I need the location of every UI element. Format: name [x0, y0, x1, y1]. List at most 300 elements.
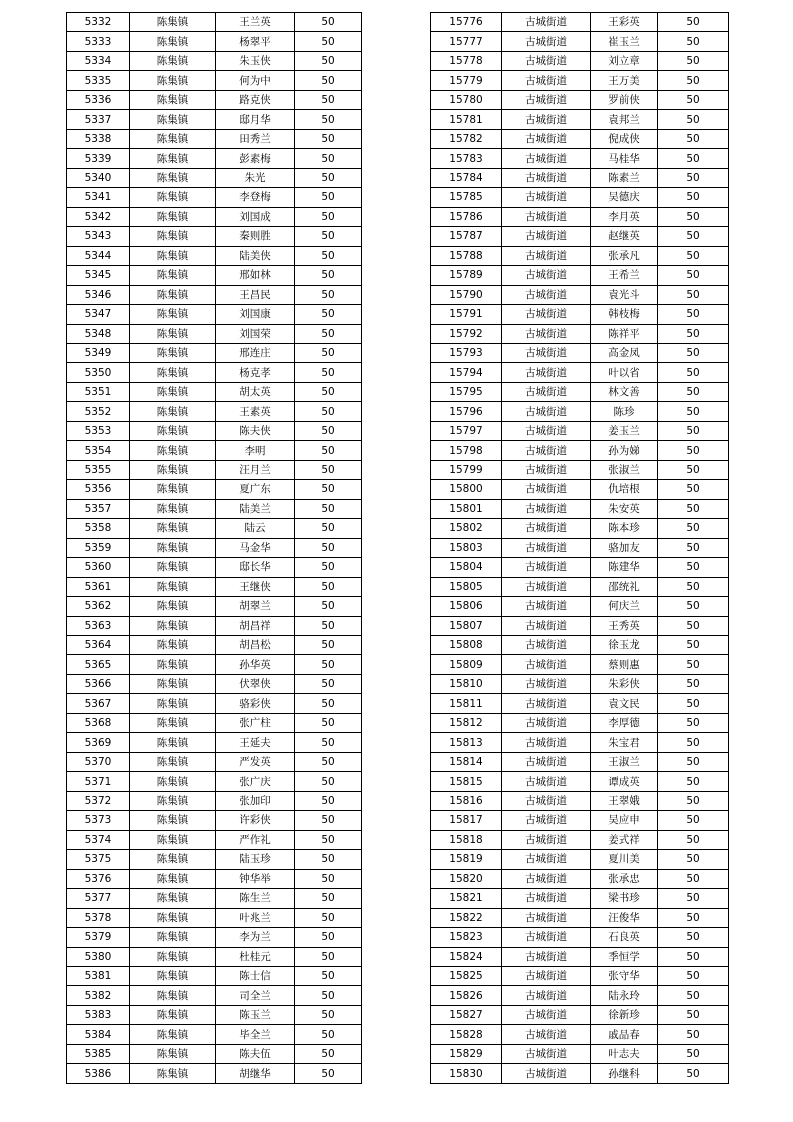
location-cell: 古城街道	[502, 343, 591, 362]
location-cell: 陈集镇	[130, 71, 216, 90]
amount-cell: 50	[658, 674, 729, 693]
amount-cell: 50	[658, 733, 729, 752]
location-cell: 古城街道	[502, 90, 591, 109]
location-cell: 陈集镇	[130, 110, 216, 129]
table-row	[431, 811, 729, 830]
name-cell: 严作礼	[216, 830, 295, 849]
location-cell: 古城街道	[502, 149, 591, 168]
name-cell: 李明	[216, 441, 295, 460]
amount-cell: 50	[658, 188, 729, 207]
amount-cell: 50	[658, 460, 729, 479]
row-number-cell: 5368	[67, 713, 130, 732]
location-cell: 古城街道	[502, 752, 591, 771]
location-cell: 古城街道	[502, 966, 591, 985]
amount-cell: 50	[658, 110, 729, 129]
row-number-cell: 5354	[67, 441, 130, 460]
name-cell: 张加印	[216, 791, 295, 810]
amount-cell: 50	[658, 129, 729, 148]
row-number-cell: 15830	[431, 1064, 502, 1083]
row-number-cell: 5338	[67, 129, 130, 148]
table-row	[67, 363, 362, 382]
row-number-cell: 5365	[67, 655, 130, 674]
table-row	[431, 246, 729, 265]
amount-cell: 50	[295, 499, 362, 518]
name-cell: 李登梅	[216, 188, 295, 207]
table-row	[431, 305, 729, 324]
amount-cell: 50	[295, 227, 362, 246]
row-number-cell: 15792	[431, 324, 502, 343]
table-row	[67, 168, 362, 187]
row-number-cell: 5383	[67, 1005, 130, 1024]
name-cell: 袁光斗	[591, 285, 658, 304]
amount-cell: 50	[295, 188, 362, 207]
row-number-cell: 5362	[67, 597, 130, 616]
table-row	[431, 324, 729, 343]
location-cell: 古城街道	[502, 811, 591, 830]
amount-cell: 50	[658, 363, 729, 382]
table-row	[67, 32, 362, 51]
amount-cell: 50	[295, 713, 362, 732]
amount-cell: 50	[658, 421, 729, 440]
name-cell: 陆玉珍	[216, 850, 295, 869]
location-cell: 陈集镇	[130, 928, 216, 947]
name-cell: 陈夫侠	[216, 421, 295, 440]
name-cell: 王秀英	[591, 616, 658, 635]
location-cell: 古城街道	[502, 499, 591, 518]
location-cell: 古城街道	[502, 460, 591, 479]
location-cell: 陈集镇	[130, 266, 216, 285]
row-number-cell: 15820	[431, 869, 502, 888]
table-row	[431, 597, 729, 616]
table-row	[431, 947, 729, 966]
amount-cell: 50	[295, 928, 362, 947]
table-row	[431, 928, 729, 947]
row-number-cell: 15788	[431, 246, 502, 265]
table-row	[67, 90, 362, 109]
row-number-cell: 15804	[431, 558, 502, 577]
amount-cell: 50	[295, 324, 362, 343]
amount-cell: 50	[295, 733, 362, 752]
table-row	[431, 1025, 729, 1044]
row-number-cell: 15779	[431, 71, 502, 90]
name-cell: 崔玉兰	[591, 32, 658, 51]
name-cell: 徐新珍	[591, 1005, 658, 1024]
name-cell: 刘立章	[591, 51, 658, 70]
name-cell: 杜桂元	[216, 947, 295, 966]
location-cell: 陈集镇	[130, 13, 216, 32]
amount-cell: 50	[658, 402, 729, 421]
row-number-cell: 5349	[67, 343, 130, 362]
location-cell: 陈集镇	[130, 246, 216, 265]
location-cell: 陈集镇	[130, 460, 216, 479]
name-cell: 陈素兰	[591, 168, 658, 187]
amount-cell: 50	[295, 382, 362, 401]
location-cell: 陈集镇	[130, 674, 216, 693]
name-cell: 陈生兰	[216, 889, 295, 908]
name-cell: 叶志夫	[591, 1044, 658, 1063]
name-cell: 路克侠	[216, 90, 295, 109]
row-number-cell: 5352	[67, 402, 130, 421]
location-cell: 陈集镇	[130, 655, 216, 674]
row-number-cell: 15796	[431, 402, 502, 421]
location-cell: 陈集镇	[130, 850, 216, 869]
table-row	[431, 382, 729, 401]
location-cell: 古城街道	[502, 713, 591, 732]
table-row	[67, 246, 362, 265]
row-number-cell: 5359	[67, 538, 130, 557]
location-cell: 陈集镇	[130, 713, 216, 732]
row-number-cell: 5339	[67, 149, 130, 168]
table-row	[67, 616, 362, 635]
amount-cell: 50	[658, 441, 729, 460]
amount-cell: 50	[658, 830, 729, 849]
amount-cell: 50	[658, 13, 729, 32]
table-row	[67, 305, 362, 324]
table-row	[431, 90, 729, 109]
row-number-cell: 15817	[431, 811, 502, 830]
amount-cell: 50	[295, 305, 362, 324]
amount-cell: 50	[295, 869, 362, 888]
row-number-cell: 15815	[431, 772, 502, 791]
row-number-cell: 5333	[67, 32, 130, 51]
table-row	[67, 538, 362, 557]
table-row	[431, 32, 729, 51]
name-cell: 邸长华	[216, 558, 295, 577]
name-cell: 胡继华	[216, 1064, 295, 1083]
amount-cell: 50	[658, 1064, 729, 1083]
name-cell: 王素英	[216, 402, 295, 421]
name-cell: 李月英	[591, 207, 658, 226]
name-cell: 李为兰	[216, 928, 295, 947]
table-row	[67, 285, 362, 304]
row-number-cell: 15798	[431, 441, 502, 460]
name-cell: 杨克孝	[216, 363, 295, 382]
row-number-cell: 5360	[67, 558, 130, 577]
amount-cell: 50	[658, 343, 729, 362]
table-row	[431, 285, 729, 304]
name-cell: 高金凤	[591, 343, 658, 362]
location-cell: 古城街道	[502, 558, 591, 577]
amount-cell: 50	[295, 655, 362, 674]
name-cell: 邵统礼	[591, 577, 658, 596]
row-number-cell: 15801	[431, 499, 502, 518]
amount-cell: 50	[658, 869, 729, 888]
name-cell: 胡太英	[216, 382, 295, 401]
name-cell: 钟华举	[216, 869, 295, 888]
amount-cell: 50	[295, 519, 362, 538]
table-row	[431, 51, 729, 70]
row-number-cell: 15829	[431, 1044, 502, 1063]
row-number-cell: 15808	[431, 636, 502, 655]
table-row	[431, 519, 729, 538]
table-row	[67, 986, 362, 1005]
name-cell: 王希兰	[591, 266, 658, 285]
amount-cell: 50	[295, 947, 362, 966]
row-number-cell: 5350	[67, 363, 130, 382]
name-cell: 徐玉龙	[591, 636, 658, 655]
location-cell: 陈集镇	[130, 51, 216, 70]
location-cell: 陈集镇	[130, 694, 216, 713]
amount-cell: 50	[295, 986, 362, 1005]
table-row	[67, 674, 362, 693]
amount-cell: 50	[295, 830, 362, 849]
name-cell: 季恒学	[591, 947, 658, 966]
name-cell: 孙继科	[591, 1064, 658, 1083]
row-number-cell: 5353	[67, 421, 130, 440]
amount-cell: 50	[658, 227, 729, 246]
table-row	[431, 227, 729, 246]
amount-cell: 50	[295, 460, 362, 479]
name-cell: 朱彩侠	[591, 674, 658, 693]
location-cell: 古城街道	[502, 850, 591, 869]
row-number-cell: 5332	[67, 13, 130, 32]
location-cell: 陈集镇	[130, 305, 216, 324]
name-cell: 陈夫伍	[216, 1044, 295, 1063]
amount-cell: 50	[295, 791, 362, 810]
location-cell: 陈集镇	[130, 947, 216, 966]
amount-cell: 50	[658, 752, 729, 771]
row-number-cell: 5372	[67, 791, 130, 810]
location-cell: 古城街道	[502, 402, 591, 421]
row-number-cell: 5355	[67, 460, 130, 479]
name-cell: 张淑兰	[591, 460, 658, 479]
row-number-cell: 5374	[67, 830, 130, 849]
table-row	[67, 1005, 362, 1024]
name-cell: 王彩英	[591, 13, 658, 32]
name-cell: 许彩侠	[216, 811, 295, 830]
location-cell: 古城街道	[502, 305, 591, 324]
name-cell: 陈祥平	[591, 324, 658, 343]
table-row	[431, 830, 729, 849]
name-cell: 胡昌松	[216, 636, 295, 655]
location-cell: 陈集镇	[130, 441, 216, 460]
row-number-cell: 15823	[431, 928, 502, 947]
row-number-cell: 15818	[431, 830, 502, 849]
table-row	[67, 266, 362, 285]
row-number-cell: 5367	[67, 694, 130, 713]
name-cell: 刘国荣	[216, 324, 295, 343]
amount-cell: 50	[658, 480, 729, 499]
table-row	[431, 168, 729, 187]
table-row	[67, 791, 362, 810]
location-cell: 古城街道	[502, 480, 591, 499]
name-cell: 彭素梅	[216, 149, 295, 168]
table-row	[431, 71, 729, 90]
row-number-cell: 5370	[67, 752, 130, 771]
row-number-cell: 15783	[431, 149, 502, 168]
row-number-cell: 5373	[67, 811, 130, 830]
table-row	[431, 207, 729, 226]
amount-cell: 50	[658, 694, 729, 713]
amount-cell: 50	[295, 597, 362, 616]
table-row	[67, 636, 362, 655]
right-roster-table	[430, 12, 729, 1084]
amount-cell: 50	[295, 246, 362, 265]
location-cell: 陈集镇	[130, 811, 216, 830]
row-number-cell: 5380	[67, 947, 130, 966]
location-cell: 古城街道	[502, 928, 591, 947]
location-cell: 陈集镇	[130, 1044, 216, 1063]
table-row	[431, 188, 729, 207]
name-cell: 陆永玲	[591, 986, 658, 1005]
amount-cell: 50	[295, 343, 362, 362]
row-number-cell: 15806	[431, 597, 502, 616]
amount-cell: 50	[658, 791, 729, 810]
table-row	[67, 227, 362, 246]
row-number-cell: 5345	[67, 266, 130, 285]
location-cell: 陈集镇	[130, 772, 216, 791]
table-row	[67, 713, 362, 732]
row-number-cell: 15800	[431, 480, 502, 499]
name-cell: 汪月兰	[216, 460, 295, 479]
row-number-cell: 5358	[67, 519, 130, 538]
name-cell: 张守华	[591, 966, 658, 985]
name-cell: 石良英	[591, 928, 658, 947]
amount-cell: 50	[295, 207, 362, 226]
name-cell: 陈珍	[591, 402, 658, 421]
row-number-cell: 5337	[67, 110, 130, 129]
name-cell: 朱宝君	[591, 733, 658, 752]
location-cell: 古城街道	[502, 1064, 591, 1083]
location-cell: 陈集镇	[130, 499, 216, 518]
location-cell: 古城街道	[502, 519, 591, 538]
table-row	[67, 772, 362, 791]
row-number-cell: 5366	[67, 674, 130, 693]
table-row	[431, 889, 729, 908]
amount-cell: 50	[295, 90, 362, 109]
row-number-cell: 15799	[431, 460, 502, 479]
location-cell: 古城街道	[502, 616, 591, 635]
table-row	[67, 480, 362, 499]
location-cell: 古城街道	[502, 363, 591, 382]
row-number-cell: 5375	[67, 850, 130, 869]
row-number-cell: 5378	[67, 908, 130, 927]
name-cell: 王兰英	[216, 13, 295, 32]
name-cell: 戚品春	[591, 1025, 658, 1044]
row-number-cell: 5347	[67, 305, 130, 324]
name-cell: 汪俊华	[591, 908, 658, 927]
left-roster-table	[66, 12, 362, 1084]
table-row	[431, 713, 729, 732]
amount-cell: 50	[658, 908, 729, 927]
location-cell: 古城街道	[502, 188, 591, 207]
table-row	[431, 421, 729, 440]
amount-cell: 50	[658, 850, 729, 869]
table-row	[431, 655, 729, 674]
table-row	[67, 441, 362, 460]
table-row	[431, 752, 729, 771]
name-cell: 吴德庆	[591, 188, 658, 207]
name-cell: 伏翠侠	[216, 674, 295, 693]
table-row	[431, 266, 729, 285]
right-roster-body	[431, 13, 729, 1084]
left-roster-body	[67, 13, 362, 1084]
amount-cell: 50	[295, 71, 362, 90]
row-number-cell: 5371	[67, 772, 130, 791]
table-row	[67, 830, 362, 849]
amount-cell: 50	[295, 363, 362, 382]
location-cell: 陈集镇	[130, 227, 216, 246]
location-cell: 古城街道	[502, 908, 591, 927]
amount-cell: 50	[295, 752, 362, 771]
row-number-cell: 5356	[67, 480, 130, 499]
amount-cell: 50	[295, 480, 362, 499]
row-number-cell: 15822	[431, 908, 502, 927]
amount-cell: 50	[658, 519, 729, 538]
location-cell: 陈集镇	[130, 966, 216, 985]
amount-cell: 50	[295, 538, 362, 557]
location-cell: 古城街道	[502, 869, 591, 888]
name-cell: 邢连庄	[216, 343, 295, 362]
row-number-cell: 5364	[67, 636, 130, 655]
table-row	[67, 188, 362, 207]
location-cell: 陈集镇	[130, 752, 216, 771]
row-number-cell: 15785	[431, 188, 502, 207]
table-row	[67, 908, 362, 927]
location-cell: 古城街道	[502, 791, 591, 810]
row-number-cell: 15790	[431, 285, 502, 304]
name-cell: 韩枝梅	[591, 305, 658, 324]
location-cell: 陈集镇	[130, 616, 216, 635]
row-number-cell: 5361	[67, 577, 130, 596]
row-number-cell: 5341	[67, 188, 130, 207]
row-number-cell: 15794	[431, 363, 502, 382]
table-row	[67, 382, 362, 401]
table-row	[67, 811, 362, 830]
name-cell: 朱玉侠	[216, 51, 295, 70]
table-row	[67, 71, 362, 90]
name-cell: 朱安英	[591, 499, 658, 518]
location-cell: 陈集镇	[130, 889, 216, 908]
table-row	[431, 577, 729, 596]
amount-cell: 50	[295, 402, 362, 421]
name-cell: 袁文民	[591, 694, 658, 713]
name-cell: 王延夫	[216, 733, 295, 752]
table-row	[431, 616, 729, 635]
amount-cell: 50	[295, 51, 362, 70]
name-cell: 夏广东	[216, 480, 295, 499]
row-number-cell: 5377	[67, 889, 130, 908]
name-cell: 陈玉兰	[216, 1005, 295, 1024]
amount-cell: 50	[658, 382, 729, 401]
row-number-cell: 15789	[431, 266, 502, 285]
name-cell: 王继侠	[216, 577, 295, 596]
table-row	[67, 13, 362, 32]
amount-cell: 50	[295, 850, 362, 869]
name-cell: 林文善	[591, 382, 658, 401]
amount-cell: 50	[295, 149, 362, 168]
row-number-cell: 5334	[67, 51, 130, 70]
amount-cell: 50	[658, 616, 729, 635]
amount-cell: 50	[658, 772, 729, 791]
amount-cell: 50	[658, 149, 729, 168]
location-cell: 古城街道	[502, 382, 591, 401]
location-cell: 古城街道	[502, 577, 591, 596]
name-cell: 张承凡	[591, 246, 658, 265]
amount-cell: 50	[658, 168, 729, 187]
name-cell: 陈士信	[216, 966, 295, 985]
amount-cell: 50	[658, 499, 729, 518]
name-cell: 秦则胜	[216, 227, 295, 246]
table-row	[431, 441, 729, 460]
table-row	[67, 577, 362, 596]
amount-cell: 50	[295, 285, 362, 304]
amount-cell: 50	[295, 1025, 362, 1044]
row-number-cell: 15786	[431, 207, 502, 226]
amount-cell: 50	[295, 13, 362, 32]
amount-cell: 50	[295, 1044, 362, 1063]
table-row	[431, 986, 729, 1005]
